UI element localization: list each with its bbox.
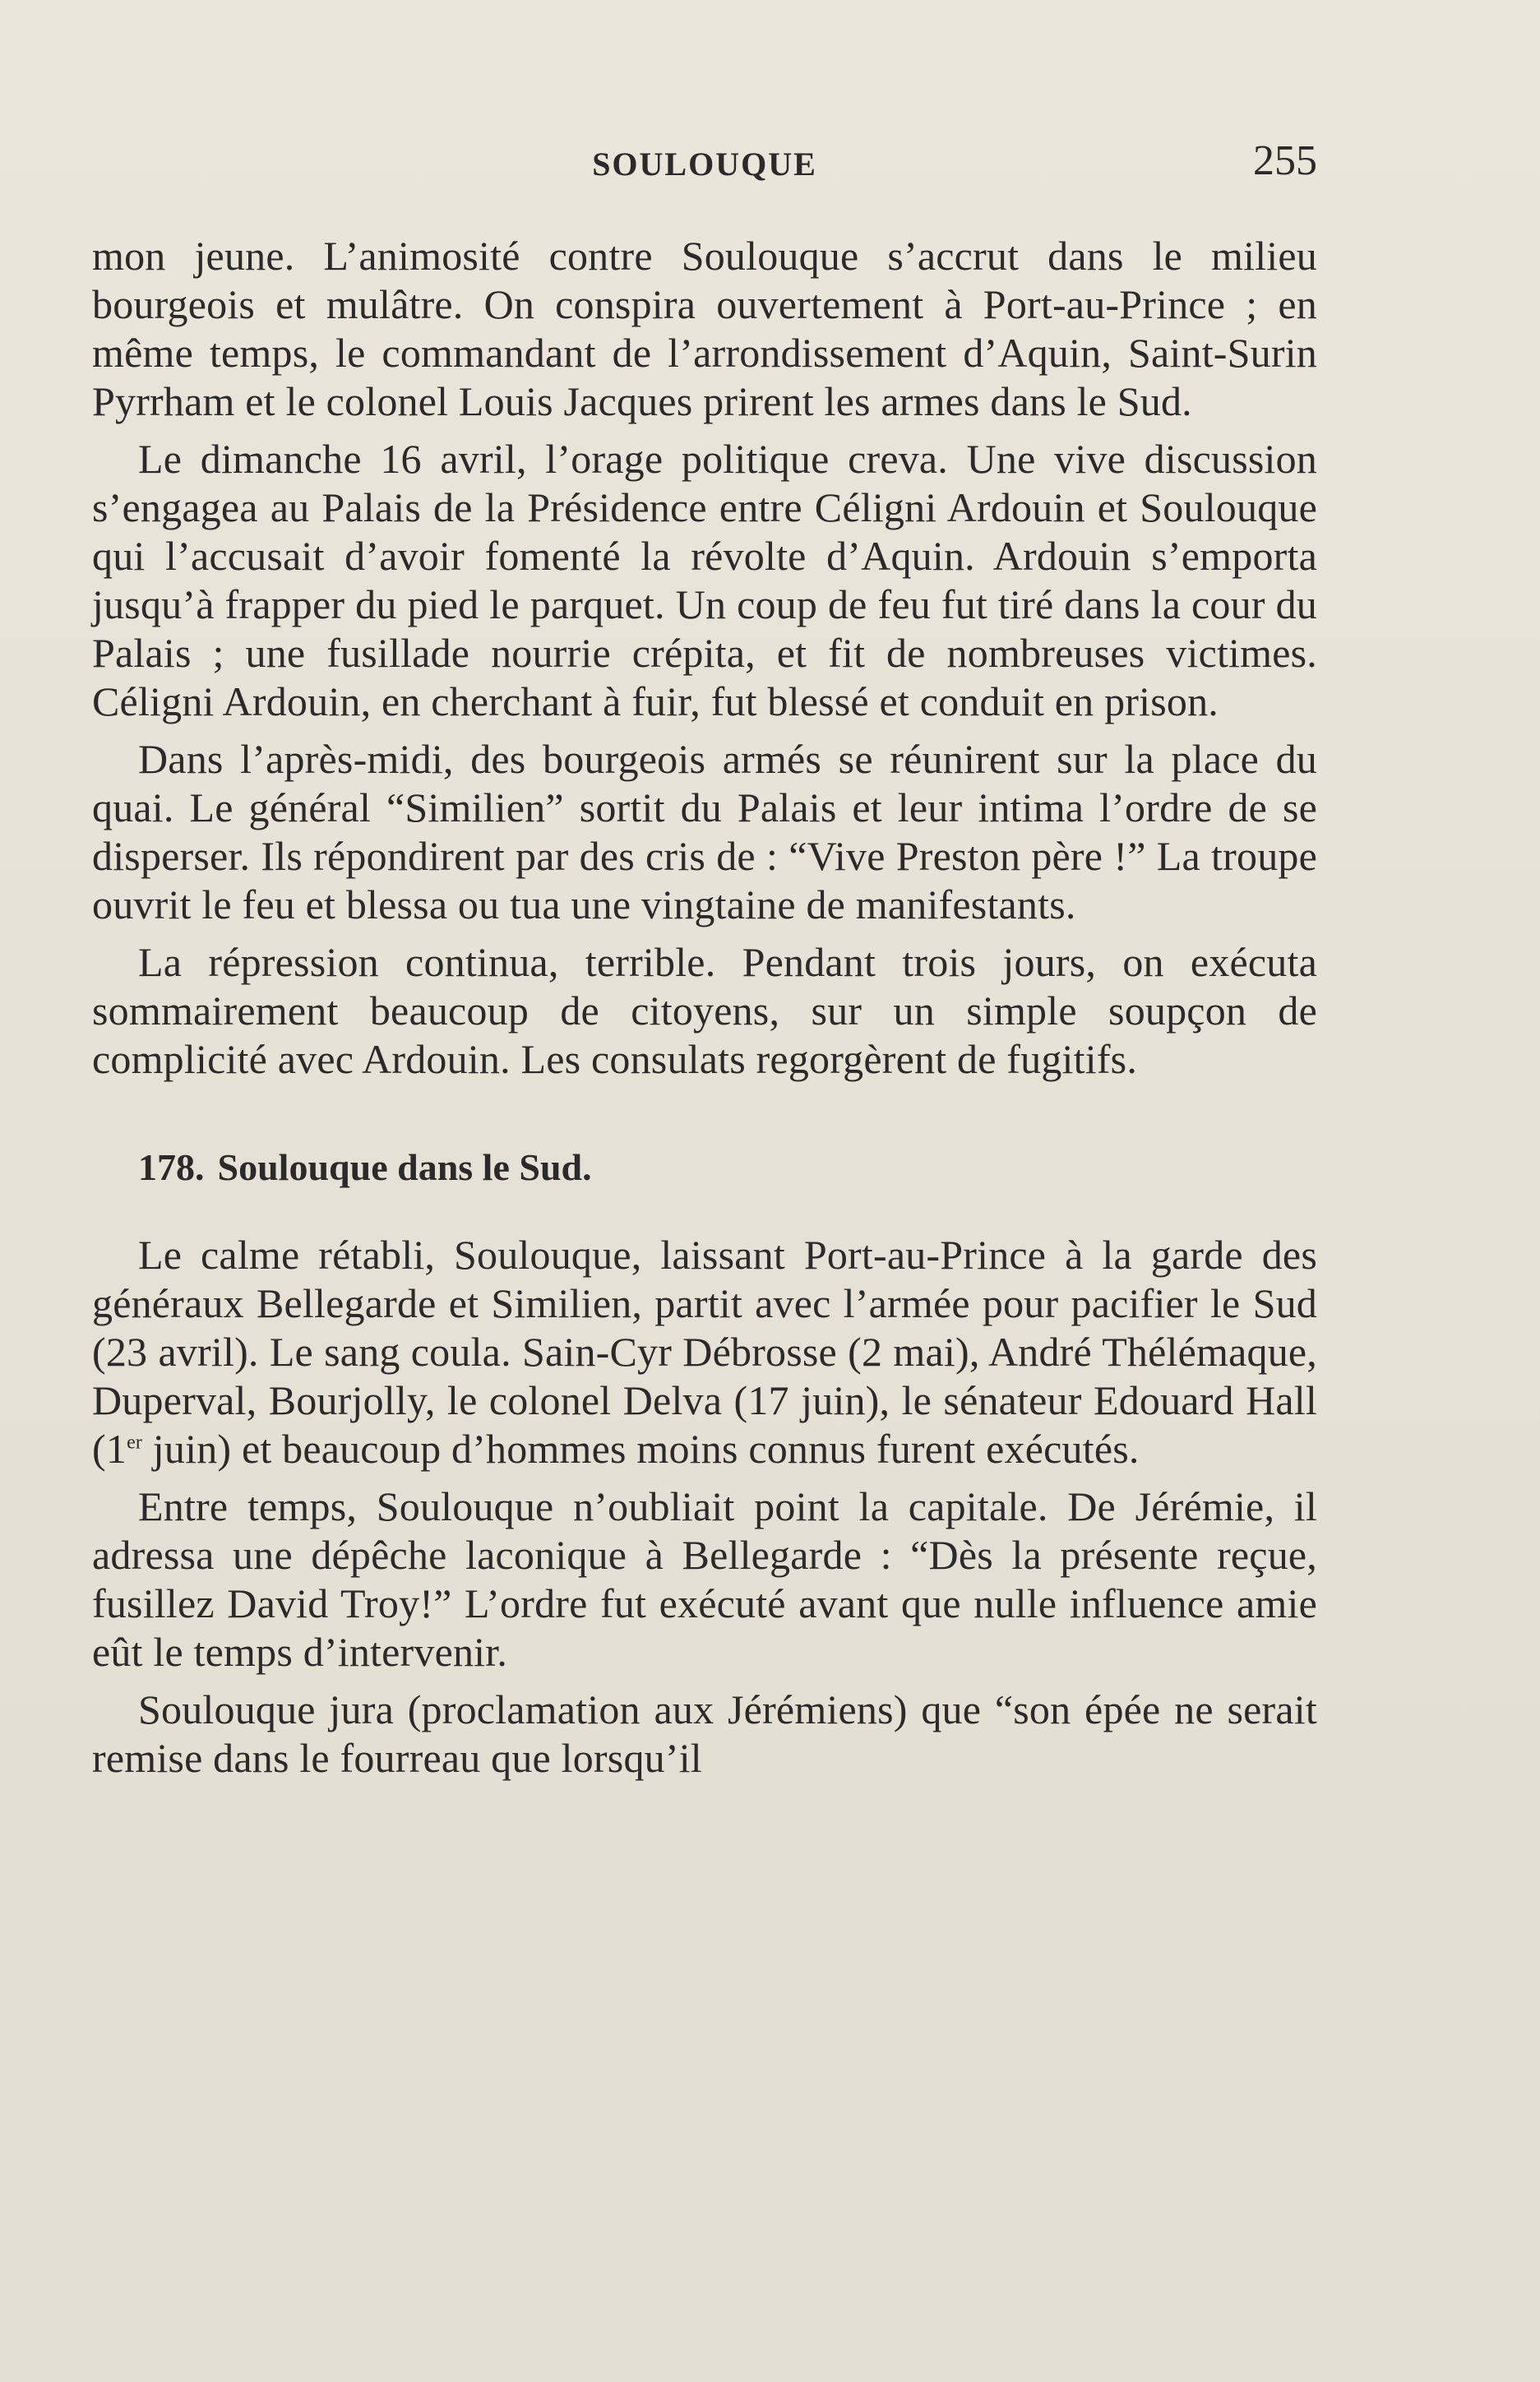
paragraph: Dans l’après-midi, des bourgeois armés se réunirent sur la place du quai. Le général “Similien” sortit du Palais et leur intima l’ordre de se disperser. Ils répondirent par des cris de : “Vive Preston père !” La troupe ouvrit le feu et blessa ou tua une vingtaine de manifestants. <box>92 736 1317 927</box>
body-text <box>92 232 1317 1783</box>
running-title: SOULOUQUE <box>592 146 817 183</box>
section-heading <box>138 1143 1317 1191</box>
ordinal-superscript: er <box>127 1432 143 1454</box>
paragraph-text: juin) et beaucoup d’hommes moins connus furent exécutés. <box>142 1426 1140 1472</box>
paragraph: Le dimanche 16 avril, l’orage politique creva. Une vive discussion s’engagea au Palais de la Présidence entre Céligni Ardouin et Soulouque qui l’accusait d’avoir fomenté la révolte d’Aquin. Ardouin s’emporta jusqu’à frapper du pied le parquet. Un coup de feu fut tiré dans la cour du Palais ; une fusillade nourrie crépita, et fit de nombreuses victimes. Céligni Ardouin, en cherchant à fuir, fut blessé et conduit en prison. <box>92 436 1317 724</box>
page-number: 255 <box>1253 137 1317 184</box>
paragraph: Entre temps, Soulouque n’oubliait point la capitale. De Jérémie, il adressa une dépêche laconique à Bellegarde : “Dès la présente reçue, fusillez David Troy!” L’ordre fut exécuté avant que nulle influence amie eût le temps d’intervenir. <box>92 1483 1317 1675</box>
paragraph: Soulouque jura (proclamation aux Jérémiens) que “son épée ne serait remise dans le fourreau que lorsqu’il <box>92 1686 1317 1781</box>
paragraph: mon jeune. L’animosité contre Soulouque s’accrut dans le milieu bourgeois et mulâtre. On conspira ouvertement à Port-au-Prince ; en même temps, le commandant de l’arrondissement d’Aquin, Saint-Surin Pyrrham et le colonel Louis Jacques prirent les armes dans le Sud. <box>92 233 1317 424</box>
page-header <box>92 133 1317 191</box>
section-number: 178. <box>138 1146 205 1188</box>
paragraph-text: Le calme rétabli, Soulouque, laissant Port-au-Prince à la garde des généraux Bellegarde et Similien, partit avec l’armée pour pacifier le Sud (23 avril). Le sang coula. Sain-Cyr Débrosse (2 mai), André Thélémaque, Duperval, Bourjolly, le colonel Delva (17 juin), le sénateur Edouard Hall (1 <box>92 1232 1317 1472</box>
paragraph <box>92 1231 1317 1473</box>
paragraph: La répression continua, terrible. Pendant trois jours, on exécuta sommairement beaucoup de citoyens, sur un simple soupçon de complicité avec Ardouin. Les consulats regorgèrent de fugitifs. <box>92 939 1317 1082</box>
section-title: Soulouque dans le Sud. <box>217 1146 592 1188</box>
